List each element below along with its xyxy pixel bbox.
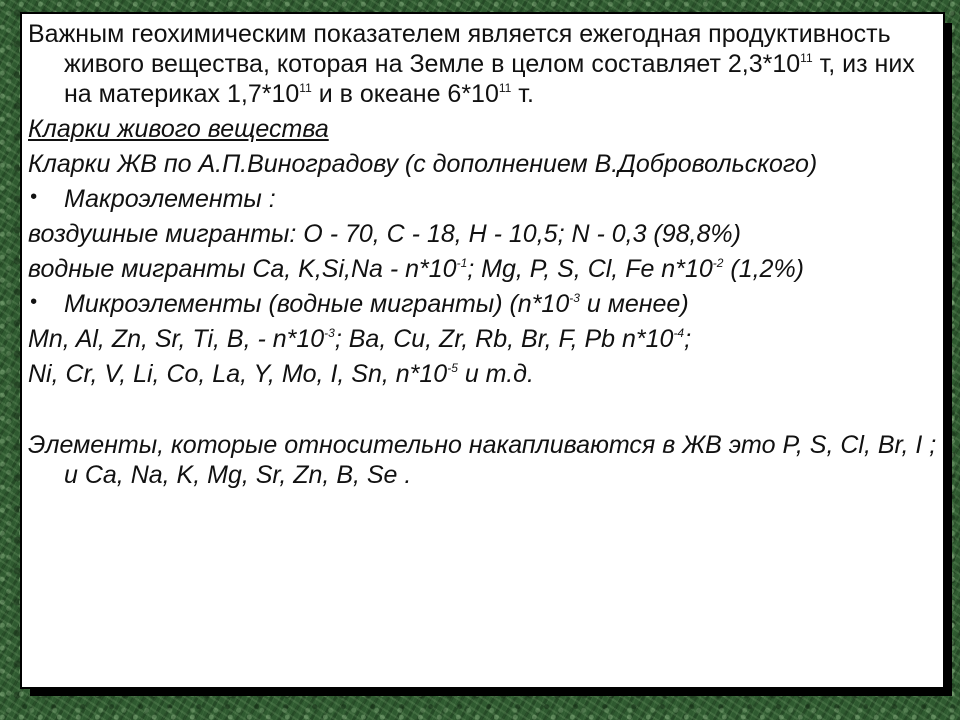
- micro-row2-text-2: и т.д.: [457, 360, 534, 388]
- macro-bullet-item: [28, 184, 943, 214]
- intro-text-4: т.: [511, 80, 534, 108]
- water-text-2: ; Mg, P, S, Cl, Fe n*10: [467, 255, 713, 283]
- water-exponent-2: -2: [712, 256, 724, 270]
- macro-title: Макроэлементы :: [64, 185, 276, 213]
- slide-content: [28, 19, 943, 495]
- slide: [20, 12, 945, 689]
- accumulating-elements: Элементы, которые относительно накапливаются в ЖВ это P, S, Cl, Br, I ; и Ca, Na, K, Mg, Sr, Zn, B, Se .: [28, 431, 937, 489]
- bullet-icon: •: [30, 186, 38, 208]
- micro-title-2: и менее): [579, 290, 689, 318]
- intro-exponent-1: 11: [800, 51, 813, 65]
- micro-row1-exponent-2: -4: [673, 326, 685, 340]
- micro-row2-text-1: Ni, Cr, V, Li, Co, La, Y, Mo, I, Sn, n*10: [28, 360, 448, 388]
- intro-text-3: и в океане 6*10: [311, 80, 499, 108]
- micro-row1-text-1: Mn, Al, Zn, Sr, Ti, B, - n*10: [28, 325, 325, 353]
- section-heading: Кларки живого вещества: [28, 115, 329, 143]
- micro-row1-exponent-1: -3: [324, 326, 335, 340]
- intro-text-1: Важным геохимическим показателем является ежегодная продуктивность живого вещества, которая на Земле в целом составляет 2,3*10: [28, 20, 891, 78]
- micro-row2-exponent: -5: [447, 361, 458, 375]
- bullet-icon: •: [30, 291, 38, 313]
- spacer: [28, 394, 943, 430]
- section-subheading: Кларки ЖВ по А.П.Виноградову (с дополнением В.Добровольского): [28, 150, 818, 178]
- intro-paragraph: [28, 19, 943, 109]
- intro-exponent-2: 11: [299, 81, 312, 95]
- micro-row-1: [28, 324, 943, 354]
- micro-title-exponent: -3: [569, 291, 580, 305]
- micro-row1-text-2: ; Ba, Cu, Zr, Rb, Br, F, Pb n*10: [334, 325, 674, 353]
- water-text-3: (1,2%): [723, 255, 805, 283]
- water-exponent-1: -1: [456, 256, 468, 270]
- macro-water-migrants: [28, 254, 943, 284]
- water-text-1: водные мигранты Ca, K,Si,Na - n*10: [28, 255, 457, 283]
- intro-text-2: т, из них на материках 1,7*10: [64, 50, 915, 108]
- micro-title-1: Микроэлементы (водные мигранты) (n*10: [64, 290, 570, 318]
- micro-row-2: [28, 359, 943, 389]
- micro-row1-text-3: ;: [684, 325, 692, 353]
- macro-air-migrants: воздушные мигранты: O - 70, C - 18, H - 10,5; N - 0,3 (98,8%): [28, 220, 741, 248]
- micro-bullet-item: [28, 289, 943, 319]
- intro-exponent-3: 11: [498, 81, 512, 95]
